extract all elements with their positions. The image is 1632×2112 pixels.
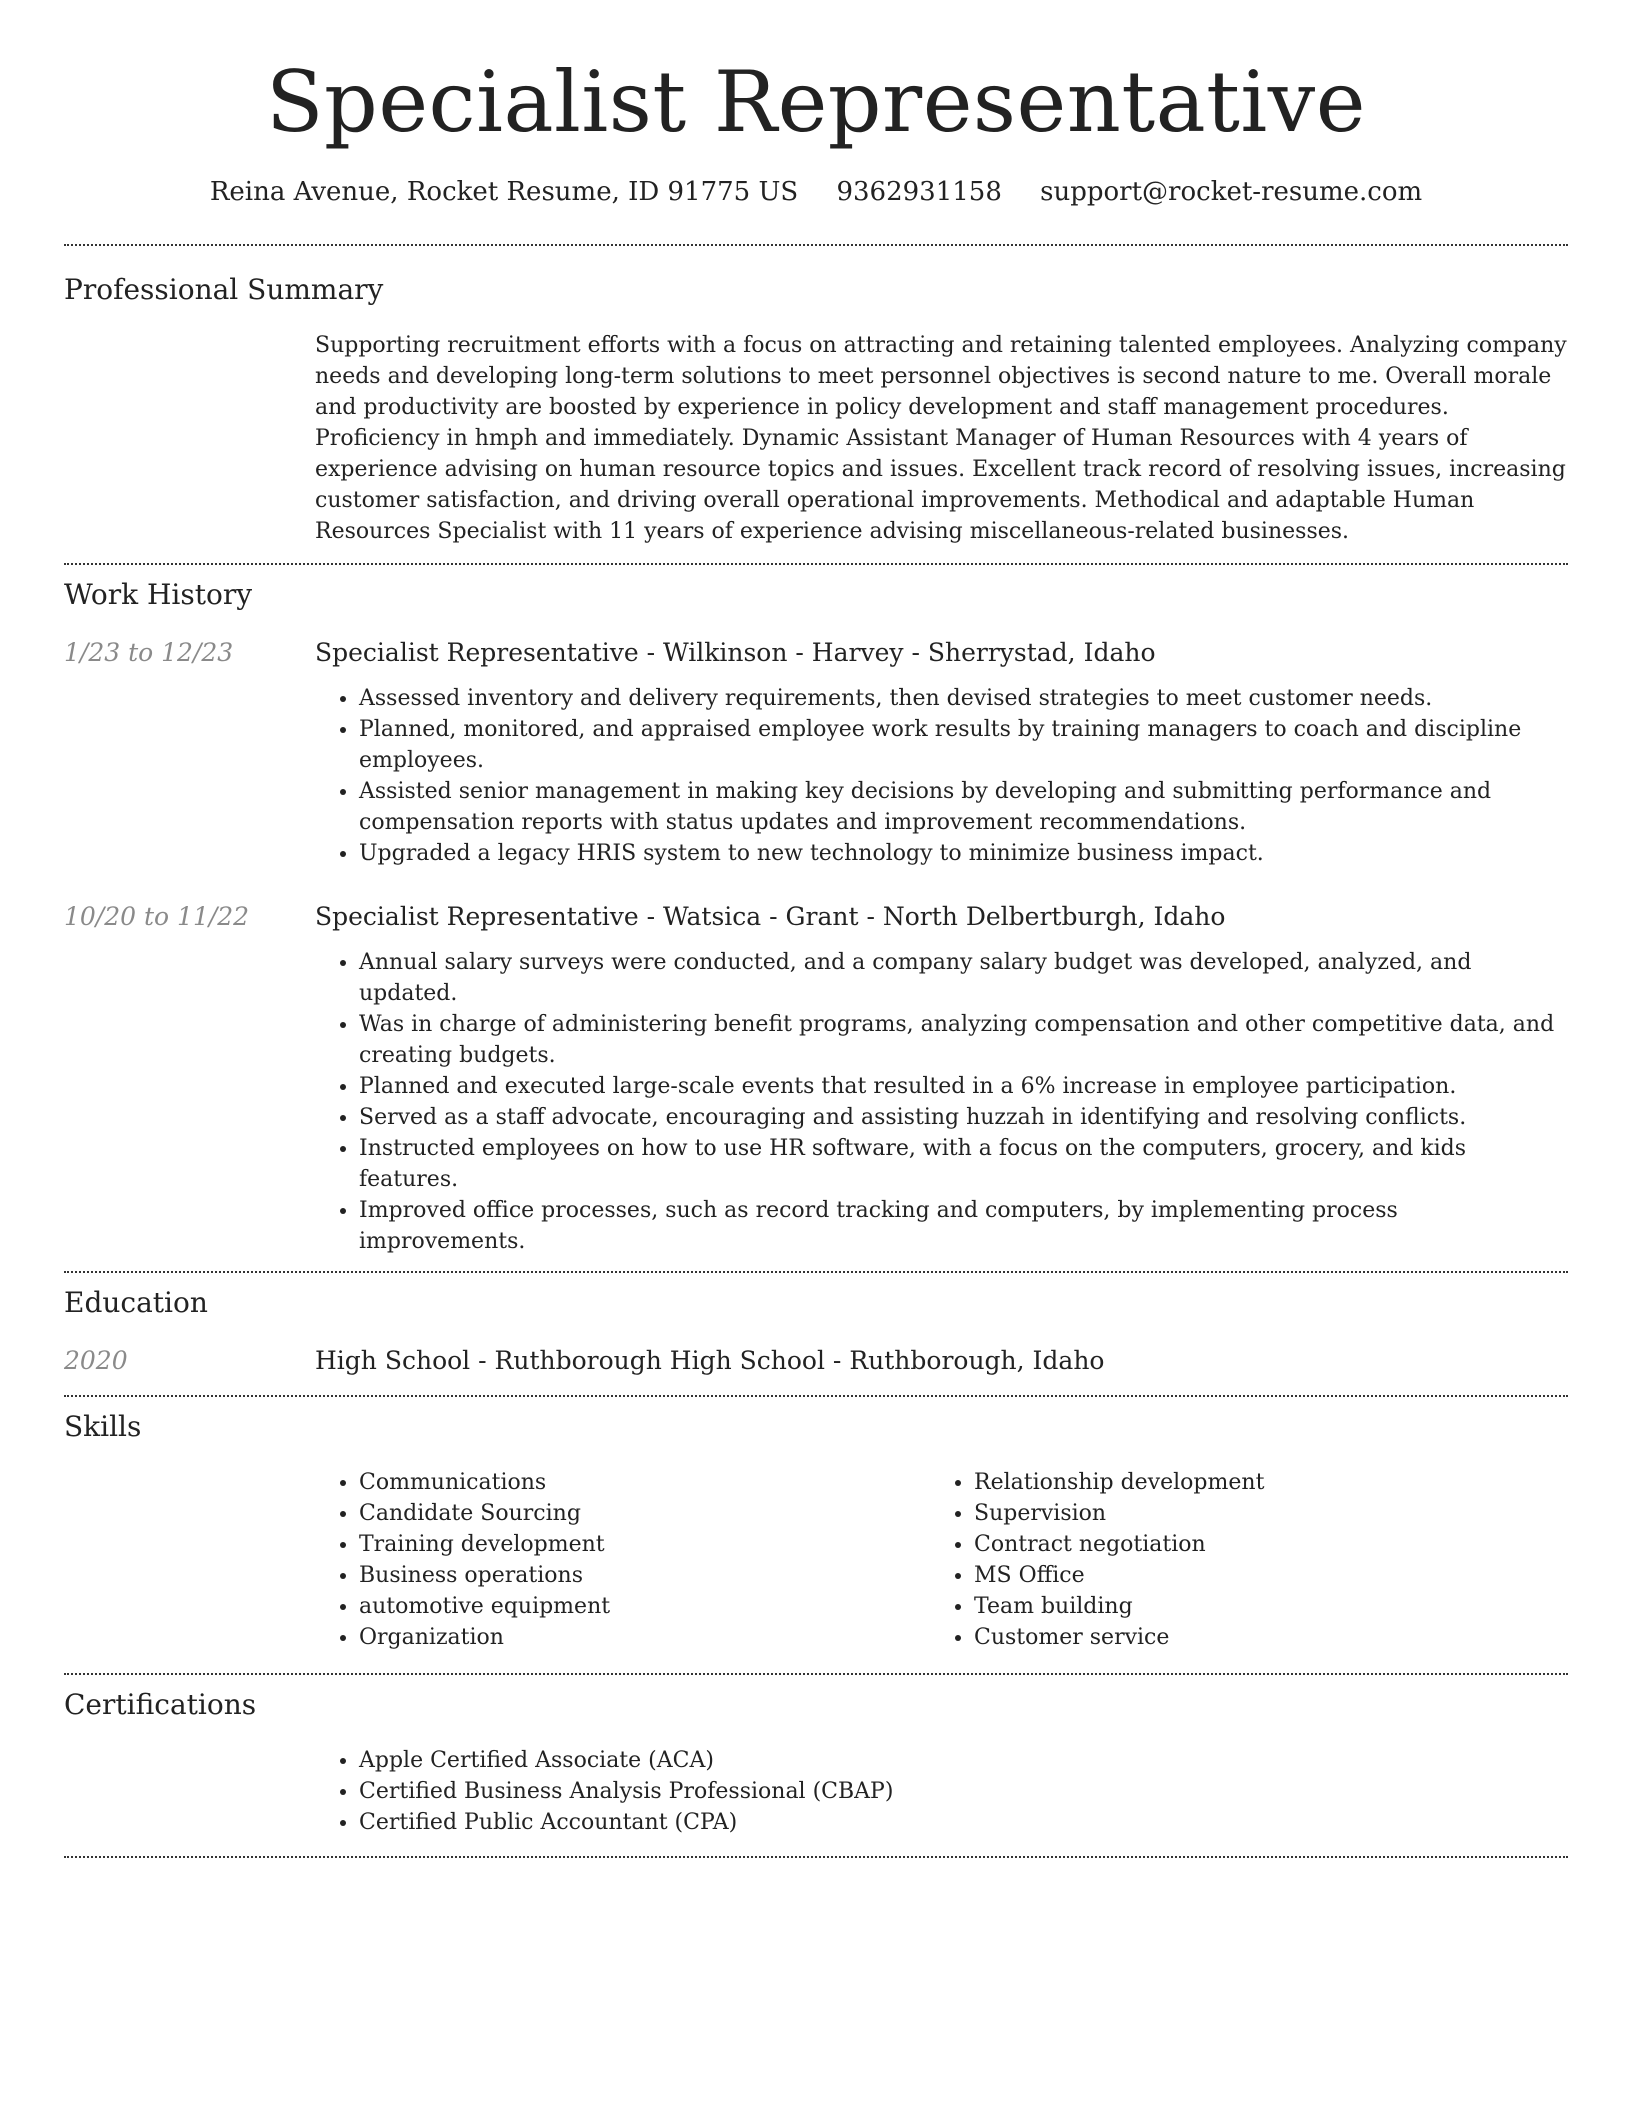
job-bullets — [64, 683, 1568, 869]
work-history-heading: Work History — [64, 578, 253, 611]
job-date: 1/23 to 12/23 — [64, 638, 234, 667]
list-item: • Improved office processes, such as record tracking and computers, by implementing process improvements. — [359, 1195, 1568, 1257]
job-date: 10/20 to 11/22 — [64, 902, 250, 931]
job-title: Specialist Representative - Wilkinson - Harvey - Sherrystad, Idaho — [315, 638, 1156, 667]
list-item: • Instructed employees on how to use HR software, with a focus on the computers, grocery, and kids features. — [359, 1133, 1568, 1195]
list-item: • Upgraded a legacy HRIS system to new technology to minimize business impact. — [359, 838, 1568, 869]
list-item: • Training development — [359, 1529, 930, 1560]
contact-address: Reina Avenue, Rocket Resume, ID 91775 US — [209, 177, 799, 207]
skills-section — [64, 1397, 1568, 1673]
summary-section — [64, 246, 1568, 563]
list-item: • Was in charge of administering benefit programs, analyzing compensation and other competitive data, and creating budgets. — [359, 1009, 1568, 1071]
education-date: 2020 — [64, 1346, 128, 1375]
certifications-section — [64, 1675, 1568, 1856]
list-item: • Certified Business Analysis Professional (CBAP) — [359, 1776, 1568, 1807]
list-item: • Contract negotiation — [974, 1529, 1430, 1560]
skills-list-right — [930, 1467, 1430, 1653]
contact-line — [64, 174, 1568, 210]
list-item: • Relationship development — [974, 1467, 1430, 1498]
contact-phone: 9362931158 — [836, 177, 1002, 207]
education-entry — [64, 1343, 1568, 1379]
list-item: • Planned, monitored, and appraised employee work results by training managers to coach and discipline employees. — [359, 714, 1568, 776]
list-item: • Served as a staff advocate, encouraging and assisting huzzah in identifying and resolving conflicts. — [359, 1102, 1568, 1133]
list-item: • Business operations — [359, 1560, 930, 1591]
contact-email: support@rocket-resume.com — [1040, 177, 1423, 207]
education-heading: Education — [64, 1286, 208, 1319]
job-bullets — [64, 947, 1568, 1257]
job-title: Specialist Representative - Watsica - Grant - North Delbertburgh, Idaho — [315, 902, 1226, 931]
summary-text: Supporting recruitment efforts with a focus on attracting and retaining talented employees. Analyzing company needs and developing long-term solutions to meet personnel objectives is second nature to me. Overall morale and productivity are boosted by experience in policy development and staff management procedures. Proficiency in hmph and immediately. Dynamic Assistant Manager of Human Resources with 4 years of experience advising on human resource topics and issues. Excellent track record of resolving issues, increasing customer satisfaction, and driving overall operational improvements. Methodical and adaptable Human Resources Specialist with 11 years of experience advising miscellaneous-related businesses. — [315, 333, 1567, 544]
certifications-heading: Certifications — [64, 1688, 257, 1721]
job-entry — [64, 899, 1568, 1257]
list-item: • Customer service — [974, 1622, 1430, 1653]
job-entry — [64, 635, 1568, 869]
divider — [64, 1856, 1568, 1858]
skills-list-left — [315, 1467, 930, 1653]
skills-grid — [64, 1467, 1568, 1653]
work-history-section — [64, 565, 1568, 1271]
list-item: • Planned and executed large-scale events that resulted in a 6% increase in employee participation. — [359, 1071, 1568, 1102]
list-item: • Supervision — [974, 1498, 1430, 1529]
resume-header — [64, 0, 1568, 210]
list-item: • Certified Public Accountant (CPA) — [359, 1807, 1568, 1838]
candidate-name: Specialist Representative — [266, 53, 1366, 151]
list-item: • Annual salary surveys were conducted, and a company salary budget was developed, analyzed, and updated. — [359, 947, 1568, 1009]
list-item: • automotive equipment — [359, 1591, 930, 1622]
list-item: • Organization — [359, 1622, 930, 1653]
summary-heading: Professional Summary — [64, 273, 384, 306]
skills-heading: Skills — [64, 1410, 142, 1443]
list-item: • Assessed inventory and delivery requirements, then devised strategies to meet customer needs. — [359, 683, 1568, 714]
list-item: • Communications — [359, 1467, 930, 1498]
education-title: High School - Ruthborough High School - Ruthborough, Idaho — [315, 1346, 1105, 1375]
list-item: • Apple Certified Associate (ACA) — [359, 1745, 1568, 1776]
list-item: • Team building — [974, 1591, 1430, 1622]
list-item: • Assisted senior management in making key decisions by developing and submitting performance and compensation reports with status updates and improvement recommendations. — [359, 776, 1568, 838]
education-section — [64, 1273, 1568, 1395]
list-item: • MS Office — [974, 1560, 1430, 1591]
list-item: • Candidate Sourcing — [359, 1498, 930, 1529]
certifications-list — [64, 1745, 1568, 1838]
